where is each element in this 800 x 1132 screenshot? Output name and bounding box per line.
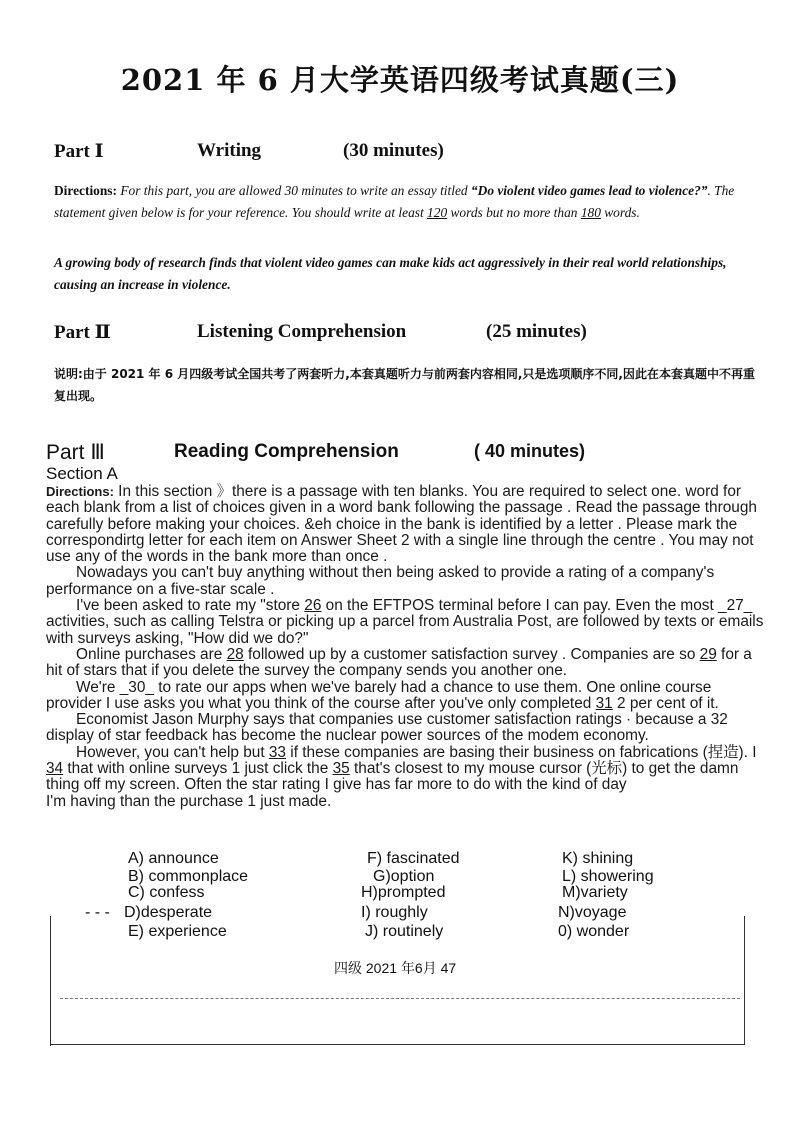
- paragraph-4: [46, 680, 766, 713]
- p2-text-b: on the EFTPOS terminal before I can pay. Even the most _27_ activities, such as calling Telstra or picking up a parcel from Australia Post, are followed by texts or emails with surveys asking, "How did we do?": [46, 597, 764, 647]
- dashed-line: [60, 998, 740, 999]
- paragraph-6: [46, 745, 766, 794]
- word-bank-item: K) shining: [562, 850, 634, 867]
- word-bank-item: 0) wonder: [558, 923, 630, 940]
- blank-26: 26: [304, 597, 322, 615]
- word-bank-item: I) roughly: [361, 904, 428, 921]
- directions-label: Directions:: [46, 484, 114, 499]
- page-title: 2021 年 6 月大学英语四级考试真题(三): [120, 63, 680, 97]
- word-bank-item: E) experience: [128, 923, 227, 940]
- part3-directions: [46, 484, 766, 565]
- word-bank-item: C) confess: [128, 884, 205, 901]
- directions-text-d: words.: [600, 205, 640, 220]
- p6-text-a: However, you can't help but: [76, 743, 269, 761]
- reading-passage: [46, 484, 766, 810]
- word-bank-item: H)prompted: [361, 884, 446, 901]
- part1-time: (30 minutes): [343, 140, 444, 161]
- part2-label: Part Ⅱ: [54, 322, 111, 343]
- section-a-label: Section A: [46, 464, 118, 483]
- min-words: 120: [427, 205, 448, 220]
- word-bank-item: M)variety: [562, 884, 628, 901]
- p2-text-a: I've been asked to rate my "store: [76, 597, 305, 615]
- paragraph-5: Economist Jason Murphy says that companies use customer satisfaction ratings · because a 32 display of star feedback has become the nuclear power sources of the modem economy.: [46, 711, 728, 745]
- part3-name: Reading Comprehension: [174, 441, 399, 462]
- dash-marker: - - -: [85, 904, 110, 921]
- directions-text: In this section 》there is a passage with ten blanks. You are required to select one. word for each blank from a list of choices given in a word bank following the passage . Read the passage through carefully before making your choices. &eh choice in the bank is identified by a letter . Please mark the correspondirtg letter for each item on Answer Sheet 2 with a single line through the centre . You may not use any of the words in the bank more than once .: [46, 483, 757, 566]
- part2-time: (25 minutes): [486, 321, 587, 342]
- part2-name: Listening Comprehension: [197, 321, 407, 342]
- word-bank-item: G)option: [373, 868, 435, 885]
- word-bank-item: N)voyage: [558, 904, 627, 921]
- essay-title: “Do violent video games lead to violence?”: [470, 183, 708, 198]
- max-words: 180: [580, 205, 601, 220]
- blank-28: 28: [226, 645, 244, 663]
- p4-text-a: We're _30_ to rate our apps when we've barely had a chance to use them. One online course provider I use asks you what you think of the course after you've only completed: [46, 678, 712, 712]
- part1-directions: [54, 180, 759, 224]
- blank-33: 33: [268, 743, 286, 761]
- paragraph-2: [46, 598, 766, 647]
- p3-text-c: for a hit of stars that if you delete the survey the company sends you another one.: [46, 645, 752, 680]
- box-bottom-line: [50, 1044, 745, 1045]
- word-bank-item: J) routinely: [365, 923, 444, 940]
- part1-label: Part Ⅰ: [54, 141, 104, 162]
- directions-text-a: For this part, you are allowed 30 minutes to write an essay titled: [116, 183, 471, 198]
- directions-label: Directions:: [54, 183, 117, 198]
- part3-label: Part Ⅲ: [46, 441, 105, 464]
- blank-31: 31: [595, 694, 613, 712]
- word-bank-item: A) announce: [128, 850, 219, 867]
- page-footer: 四级 2021 年6月 47: [334, 960, 457, 976]
- paragraph-3: [46, 647, 766, 680]
- p4-text-b: 2 per cent of it.: [612, 694, 719, 712]
- p3-text-b: followed up by a customer satisfaction survey . Companies are so: [243, 645, 700, 663]
- part1-name: Writing: [197, 140, 262, 161]
- blank-29: 29: [699, 645, 717, 663]
- directions-text-b: . The statement given below is for your reference. You should write at least: [54, 183, 735, 220]
- paragraph-1: Nowadays you can't buy anything without then being asked to provide a rating of a company's performance on a five-star scale .: [46, 564, 715, 598]
- part2-note: 说明:由于 2021 年 6 月四级考试全国共考了两套听力,本套真题听力与前两套内容相同,只是选项顺序不同,因此在本套真题中不再重复出现。: [54, 367, 755, 403]
- paragraph-7: I'm having than the purchase 1 just made.: [46, 792, 332, 810]
- box-right-line: [744, 916, 745, 1044]
- part1-statement: A growing body of research finds that violent video games can make kids act aggressively in their real world relationships, causing an increase in violence.: [54, 255, 727, 292]
- word-bank-item: L) showering: [562, 868, 654, 885]
- p6-text-b: if these companies are basing their business on fabrications (捏造). I: [286, 743, 757, 761]
- box-left-line: [50, 916, 51, 1046]
- p6-text-d: that's closest to my mouse cursor (光标) to get the damn thing off my screen. Often the star rating I give has far more to do with the kind of day: [46, 760, 739, 794]
- blank-35: 35: [332, 760, 350, 778]
- p6-text-c: that with online surveys 1 just click the: [63, 760, 333, 778]
- word-bank-item: B) commonplace: [128, 868, 249, 885]
- blank-34: 34: [46, 760, 64, 778]
- word-bank-item: F) fascinated: [367, 850, 460, 867]
- p3-text-a: Online purchases are: [76, 645, 227, 663]
- word-bank-item: D)desperate: [124, 904, 213, 921]
- part3-time: ( 40 minutes): [474, 441, 586, 461]
- directions-text-c: words but no more than: [447, 205, 581, 220]
